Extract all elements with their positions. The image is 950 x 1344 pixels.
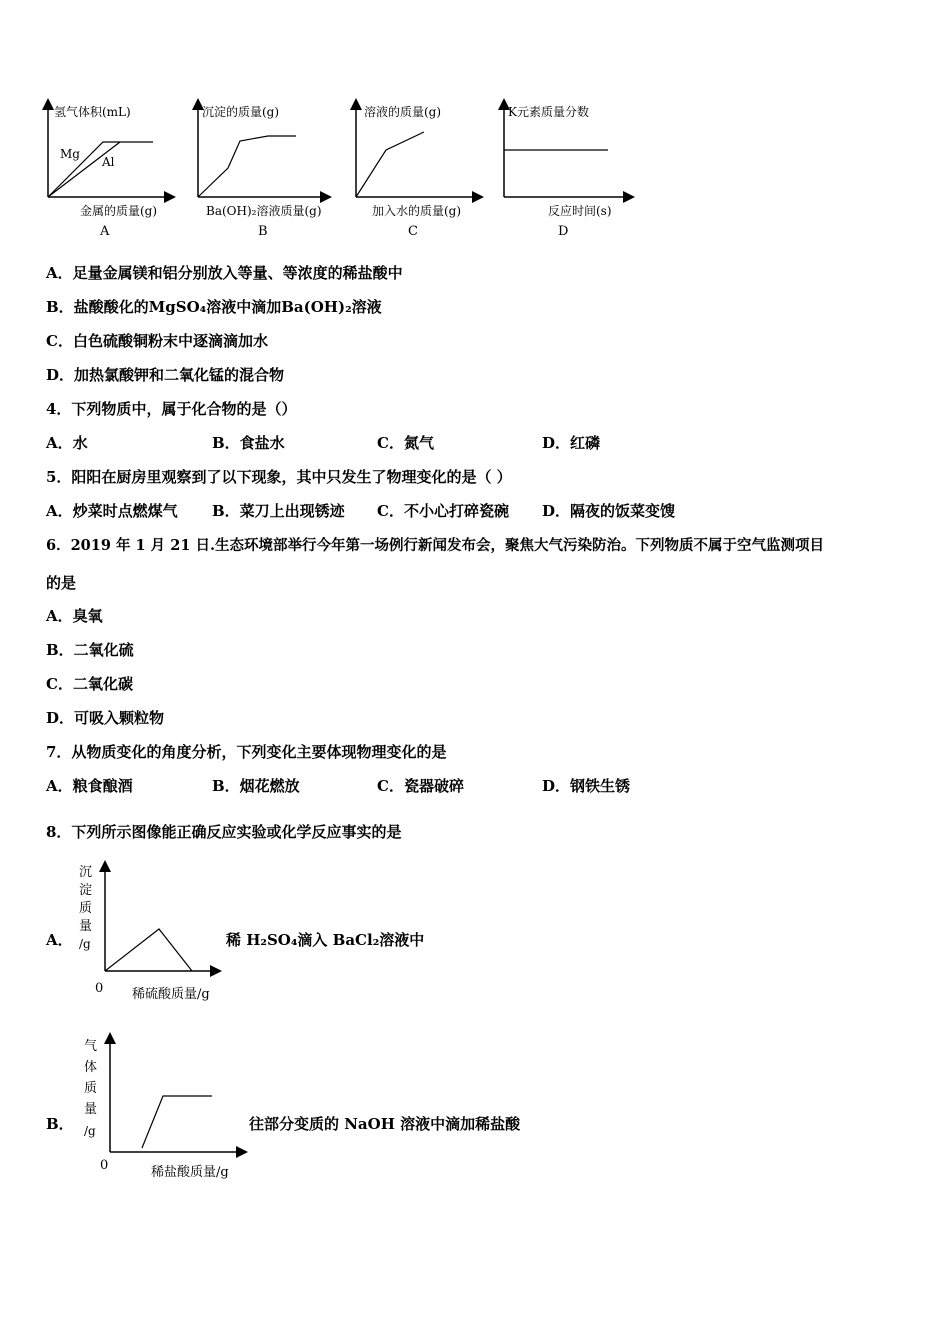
ylabel-char: 淀 [79,883,93,898]
q4-stem: 4．下列物质中，属于化合物的是（） [46,400,297,418]
q5-option-b: B．菜刀上出现锈迹 [212,502,345,520]
q7-option-d: D．钢铁生锈 [542,777,631,795]
q3-option-d: D．加热氯酸钾和二氧化锰的混合物 [46,366,285,384]
letter: C [408,224,418,238]
graph-c [346,98,486,238]
q6-option-a: A．臭氧 [46,607,103,625]
ylabel: 溶液的质量(g) [364,105,442,119]
letter: B [258,224,268,238]
xlabel: 稀硫酸质量/g [132,987,210,1002]
q4-option-d: D．红磷 [542,434,601,452]
graph-a [38,98,178,238]
ylabel-char: /g [79,937,91,951]
ylabel: K元素质量分数 [508,105,589,119]
q7-option-a: A．粮食酿酒 [46,777,133,795]
q3-option-b: B．盐酸酸化的MgSO₄溶液中滴加Ba(OH)₂溶液 [46,298,382,316]
q4-option-c: C．氮气 [377,434,434,452]
q7-stem: 7．从物质变化的角度分析，下列变化主要体现物理变化的是 [46,743,447,761]
q7-option-c: C．瓷器破碎 [377,777,464,795]
al-label: Al [102,155,115,169]
q6-option-d: D．可吸入颗粒物 [46,709,165,727]
q8-stem: 8．下列所示图像能正确反应实验或化学反应事实的是 [46,823,402,841]
ylabel-char: 量 [84,1102,98,1117]
letter: A [100,224,110,238]
xlabel: 金属的质量(g) [80,204,158,218]
q4-option-b: B．食盐水 [212,434,285,452]
curve [198,136,296,197]
q6-option-b: B．二氧化硫 [46,641,134,659]
origin: 0 [95,981,104,996]
q5-stem: 5．阳阳在厨房里观察到了以下现象，其中只发生了物理变化的是（ ） [46,468,512,486]
curve [356,132,424,197]
letter: D [558,224,569,238]
q3-option-c: C．白色硫酸铜粉末中逐滴滴加水 [46,332,268,350]
xlabel: Ba(OH)₂溶液质量(g) [206,204,322,218]
origin: 0 [100,1158,109,1173]
ylabel: 沉淀的质量(g) [202,105,280,119]
xlabel: 加入水的质量(g) [372,204,462,218]
ylabel-char: 质 [79,901,93,916]
mg-label: Mg [60,147,80,161]
q8-option-a-caption: 稀 H₂SO₄滴入 BaCl₂溶液中 [226,931,425,949]
q8-graph-b [76,1030,251,1190]
xlabel: 反应时间(s) [548,204,612,218]
ylabel-char: 体 [84,1060,98,1075]
q5-option-c: C．不小心打碎瓷碗 [377,502,509,520]
ylabel-char: 质 [84,1081,98,1096]
q6-stem-line2: 的是 [46,574,77,592]
ylabel-char: 量 [79,919,93,934]
ylabel-char: 气 [84,1039,98,1054]
ylabel-char: 沉 [79,865,93,880]
ylabel-char: /g [84,1124,96,1138]
q5-option-d: D．隔夜的饭菜变馊 [542,502,676,520]
graph-d [494,98,639,238]
q8-option-a-label: A． [46,931,73,949]
q4-option-a: A．水 [46,434,88,452]
q3-option-a: A．足量金属镁和铝分别放入等量、等浓度的稀盐酸中 [46,264,403,282]
xlabel: 稀盐酸质量/g [151,1165,229,1180]
q8-option-b-caption: 往部分变质的 NaOH 溶液中滴加稀盐酸 [249,1115,521,1133]
ylabel: 氢气体积(mL) [54,105,131,119]
curve [142,1096,212,1148]
graph-b [188,98,338,238]
q5-option-a: A．炒菜时点燃煤气 [46,502,178,520]
q6-option-c: C．二氧化碳 [46,675,133,693]
q7-option-b: B．烟花燃放 [212,777,300,795]
q8-graph-a [70,858,230,1008]
q6-stem-line1: 6．2019 年 1 月 21 日.生态环境部举行今年第一场例行新闻发布会，聚焦大气污染防治。下列物质不属于空气监测项目 [46,537,824,554]
curve [105,929,192,971]
al-line [48,142,120,197]
q8-option-b-label: B． [46,1115,74,1133]
